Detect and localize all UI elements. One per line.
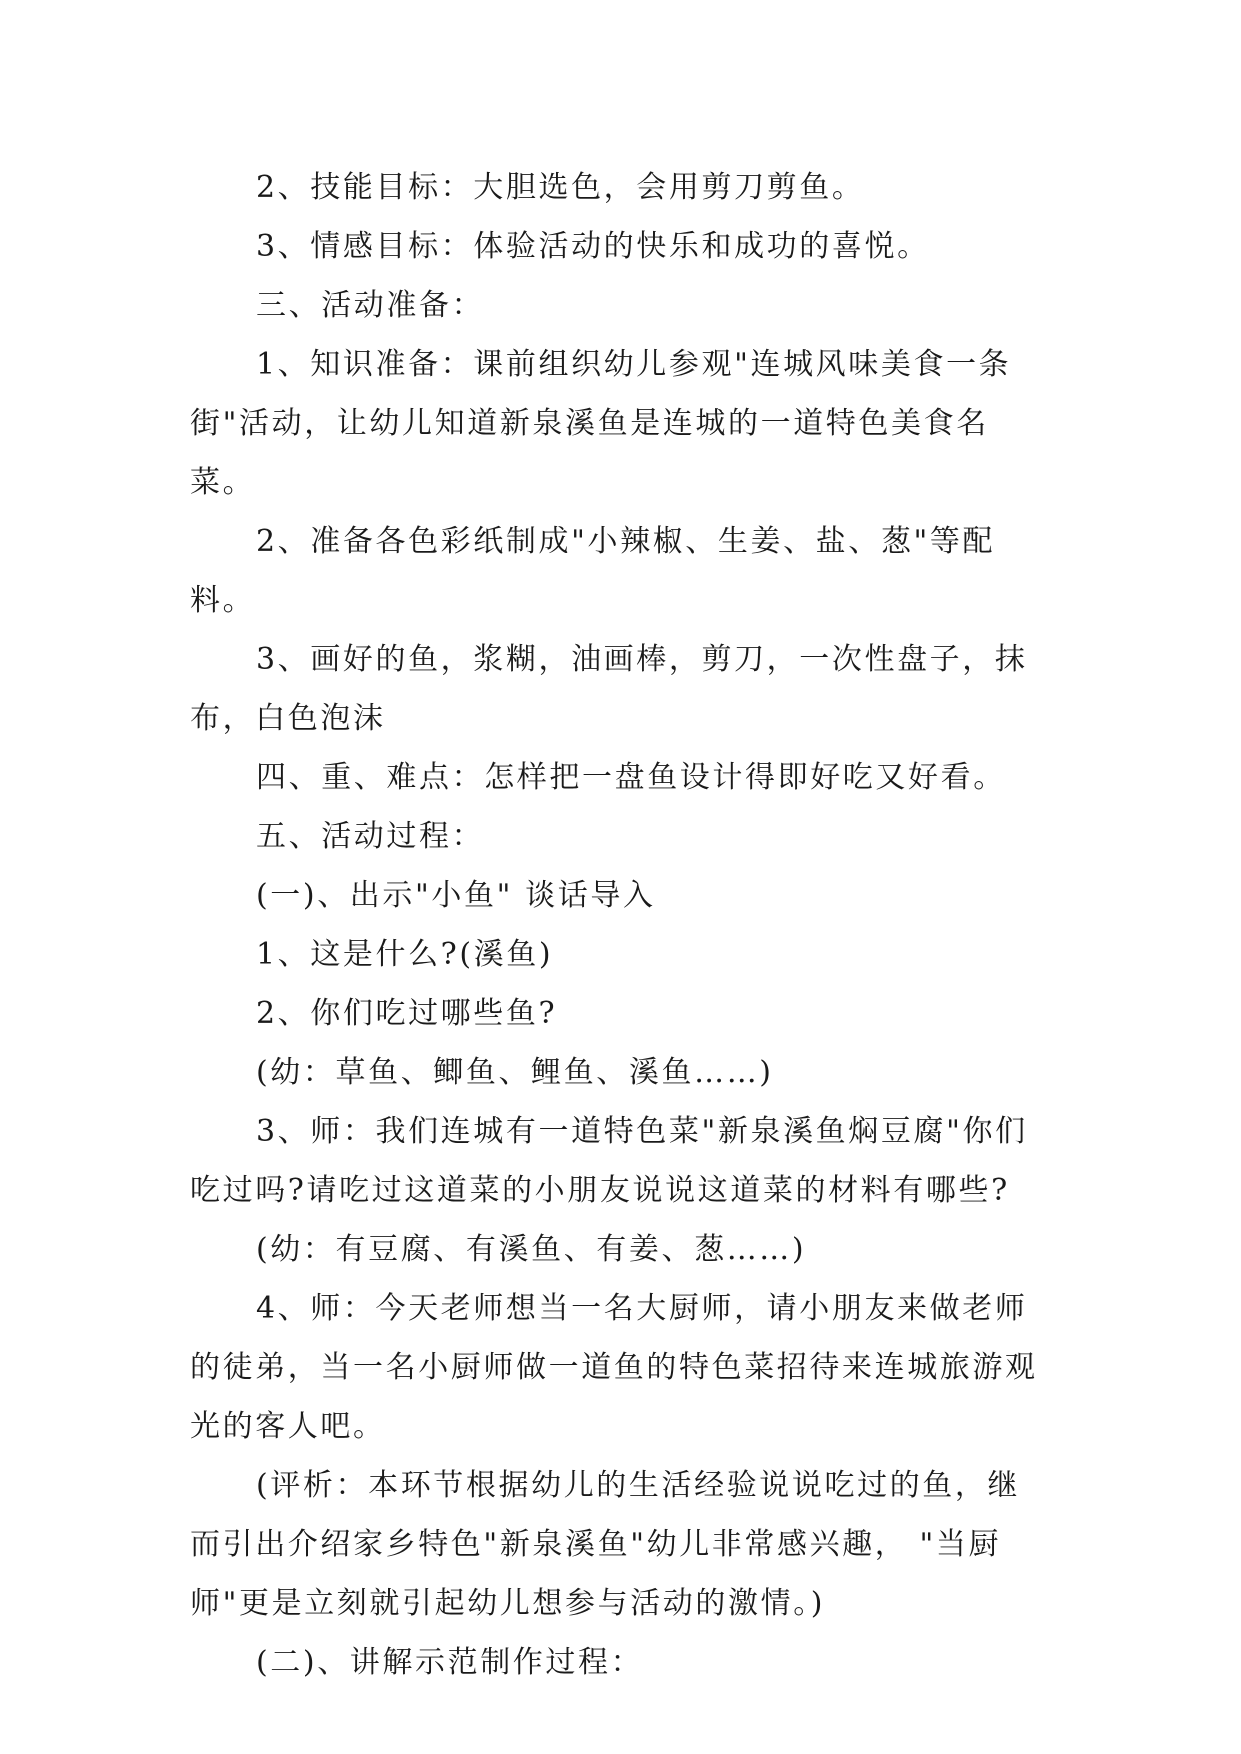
paragraph-teacher-4: 4、师：今天老师想当一名大厨师，请小朋友来做老师的徒弟，当一名小厨师做一道鱼的特色菜招待来连城旅游观光的客人吧。 xyxy=(190,1291,1038,1444)
heading-activity-process: 五、活动过程： xyxy=(256,819,485,854)
paragraph-question-2: 2、你们吃过哪些鱼? xyxy=(256,996,558,1031)
paragraph-knowledge-preparation: 1、知识准备：课前组织幼儿参观"连城风味美食一条街"活动，让幼儿知道新泉溪鱼是连城的一道特色美食名菜。 xyxy=(190,347,1012,500)
heading-activity-preparation: 三、活动准备： xyxy=(256,288,485,323)
paragraph-teacher-3: 3、师：我们连城有一道特色菜"新泉溪鱼焖豆腐"你们吃过吗?请吃过这道菜的小朋友说说这道菜的材料有哪些? xyxy=(190,1114,1028,1208)
document-body xyxy=(190,158,1050,1692)
paragraph-paper-preparation: 2、准备各色彩纸制成"小辣椒、生姜、盐、葱"等配料。 xyxy=(190,524,996,618)
paragraph-commentary: (评析：本环节根据幼儿的生活经验说说吃过的鱼，继而引出介绍家乡特色"新泉溪鱼"幼儿非常感兴趣， "当厨师"更是立刻就引起幼儿想参与活动的激情。) xyxy=(190,1468,1021,1621)
subheading-demonstration: (二)、讲解示范制作过程： xyxy=(256,1645,644,1680)
paragraph-materials: 3、画好的鱼，浆糊，油画棒，剪刀，一次性盘子，抹布，白色泡沫 xyxy=(190,642,1028,736)
heading-key-difficulty: 四、重、难点：怎样把一盘鱼设计得即好吃又好看。 xyxy=(256,760,1006,795)
paragraph-child-answer-1: (幼：草鱼、鲫鱼、鲤鱼、溪鱼……) xyxy=(256,1055,774,1090)
paragraph-emotion-goal: 3、情感目标：体验活动的快乐和成功的喜悦。 xyxy=(256,229,930,264)
paragraph-question-1: 1、这是什么?(溪鱼) xyxy=(256,937,554,972)
paragraph-child-answer-2: (幼：有豆腐、有溪鱼、有姜、葱……) xyxy=(256,1232,807,1267)
subheading-introduction: (一)、出示"小鱼" 谈话导入 xyxy=(256,878,656,913)
paragraph-skill-goal: 2、技能目标：大胆选色，会用剪刀剪鱼。 xyxy=(256,170,865,205)
